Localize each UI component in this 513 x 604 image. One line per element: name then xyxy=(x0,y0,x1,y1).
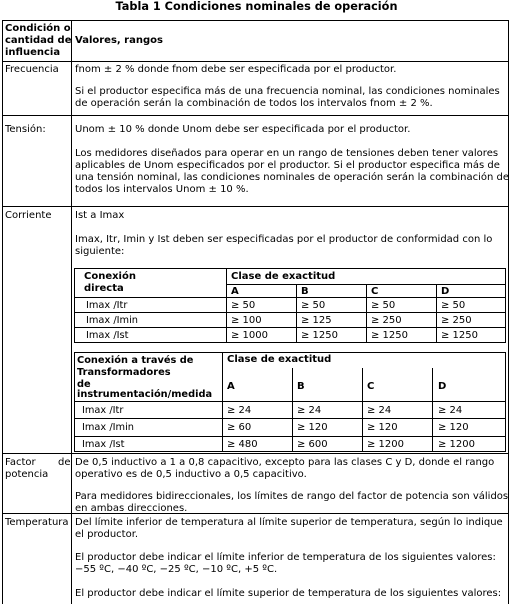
t1-row1-a: ≥ 50 xyxy=(231,300,256,311)
t1-divider-row1 xyxy=(74,312,506,313)
main-column-divider xyxy=(71,20,72,604)
t1-row3-label: Imax /Ist xyxy=(86,330,129,341)
row-divider-header xyxy=(2,61,509,62)
factor-line4: en ambas direcciones. xyxy=(75,503,188,514)
t1-col-divider-b xyxy=(296,284,297,343)
t2-class-a: A xyxy=(227,381,235,392)
t1-divider-row2 xyxy=(74,327,506,328)
temperatura-label: Temperatura xyxy=(5,517,69,528)
t2-border-left xyxy=(74,352,75,452)
tension-line2: Los medidores diseñados para operar en un rango de tensiones deben tener valores xyxy=(75,148,499,159)
t2-row2-a: ≥ 60 xyxy=(227,422,252,433)
t1-row2-label: Imax /Imin xyxy=(86,315,139,326)
row-divider-corriente xyxy=(2,453,509,454)
t1-class-c: C xyxy=(371,286,379,297)
tension-label: Tensión: xyxy=(5,124,46,135)
t2-divider-row2 xyxy=(74,436,506,437)
t2-col-divider-d xyxy=(432,368,433,452)
t2-row3-b: ≥ 600 xyxy=(297,439,328,450)
t2-divider-header xyxy=(74,401,506,402)
t2-row3-label: Imax /Ist xyxy=(82,439,125,450)
t1-row2-c: ≥ 250 xyxy=(371,315,402,326)
t1-class-d: D xyxy=(441,286,450,297)
t2-header-left-line1: Conexión a través de xyxy=(77,355,194,366)
main-border-left xyxy=(2,20,3,604)
t2-row1-c: ≥ 24 xyxy=(367,405,392,416)
t1-header-left-line2: directa xyxy=(84,283,124,294)
t2-col-divider-label xyxy=(222,352,223,452)
t2-border-right xyxy=(505,352,506,452)
factor-label-line2: potencia xyxy=(5,469,49,480)
header-col2: Valores, rangos xyxy=(75,35,163,46)
tension-line3: aplicables de Unom especificados por el productor. Si el productor especifica más de xyxy=(75,160,500,171)
t2-row1-b: ≥ 24 xyxy=(297,405,322,416)
tension-line4: una tensión nominal, las condiciones nominales de operación serán la combinación de xyxy=(75,172,510,183)
corriente-label: Corriente xyxy=(5,210,52,221)
t2-divider-row1 xyxy=(74,418,506,419)
t1-col-divider-d xyxy=(436,284,437,343)
t2-row2-c: ≥ 120 xyxy=(367,422,398,433)
t1-row1-d: ≥ 50 xyxy=(441,300,466,311)
t1-header-left-line1: Conexión xyxy=(84,271,136,282)
row-divider-tension xyxy=(2,206,509,207)
t2-row3-a: ≥ 480 xyxy=(227,439,258,450)
factor-line2: operativo es de 0,5 inductivo a 0,5 capacitivo. xyxy=(75,469,307,480)
tension-line5: todos los intervalos Unom ± 10 %. xyxy=(75,184,249,195)
frecuencia-label: Frecuencia xyxy=(5,64,59,75)
t1-row2-a: ≥ 100 xyxy=(231,315,262,326)
t1-row3-b: ≥ 1250 xyxy=(301,330,339,341)
corriente-line1: Ist a Imax xyxy=(75,210,125,221)
temperatura-line1: Del límite inferior de temperatura al límite superior de temperatura, según lo indique xyxy=(75,517,503,528)
t1-class-a: A xyxy=(231,286,239,297)
t1-col-divider-c xyxy=(366,284,367,343)
factor-label-line1: Factor xyxy=(5,457,36,468)
t2-header-right: Clase de exactitud xyxy=(227,354,332,365)
t2-class-b: B xyxy=(297,381,305,392)
t2-row2-label: Imax /Imin xyxy=(82,422,135,433)
temperatura-line3: El productor debe indicar el límite inferior de temperatura de los siguientes valores: xyxy=(75,552,496,563)
t2-col-divider-c xyxy=(362,368,363,452)
t1-border-left xyxy=(74,268,75,343)
tension-line1: Unom ± 10 % donde Unom debe ser especificada por el productor. xyxy=(75,124,411,135)
main-border-right xyxy=(508,20,509,604)
t1-col-divider-label xyxy=(226,268,227,343)
frecuencia-line1: fnom ± 2 % donde fnom debe ser especificada por el productor. xyxy=(75,64,397,75)
factor-line1: De 0,5 inductivo a 1 a 0,8 capacitivo, excepto para las clases C y D, donde el rango xyxy=(75,457,495,468)
t2-row1-label: Imax /Itr xyxy=(82,405,124,416)
main-border-top xyxy=(2,20,509,21)
t2-row2-d: ≥ 120 xyxy=(438,422,469,433)
t2-row1-d: ≥ 24 xyxy=(438,405,463,416)
t2-border-top xyxy=(74,352,506,353)
t1-class-b: B xyxy=(301,286,309,297)
t2-header-left-line3: de xyxy=(77,379,91,390)
temperatura-line5: El productor debe indicar el límite superior de temperatura de los siguientes valores: xyxy=(75,588,502,599)
t1-row3-c: ≥ 1250 xyxy=(371,330,409,341)
header-col1-line2: cantidad de xyxy=(5,35,72,46)
t1-row3-d: ≥ 1250 xyxy=(441,330,479,341)
t2-header-left-line2: Transformadores xyxy=(77,367,171,378)
t1-row1-label: Imax /Itr xyxy=(86,300,128,311)
t1-row1-c: ≥ 50 xyxy=(371,300,396,311)
t2-col-divider-b xyxy=(292,368,293,452)
t1-row1-b: ≥ 50 xyxy=(301,300,326,311)
row-divider-frecuencia xyxy=(2,115,509,116)
t2-class-c: C xyxy=(367,381,375,392)
temperatura-line2: el productor. xyxy=(75,529,139,540)
t1-border-bottom xyxy=(74,342,506,343)
factor-line3: Para medidores bidireccionales, los límites de rango del factor de potencia son válidos xyxy=(75,491,509,502)
header-col1-line3: influencia xyxy=(5,47,61,58)
t1-border-right xyxy=(505,268,506,343)
t1-border-top xyxy=(74,268,506,269)
t1-row2-d: ≥ 250 xyxy=(441,315,472,326)
t2-class-d: D xyxy=(438,381,447,392)
corriente-line3: siguiente: xyxy=(75,246,125,257)
corriente-line2: Imax, Itr, Imin y Ist deben ser especificadas por el productor de conformidad con lo xyxy=(75,234,493,245)
t1-row3-a: ≥ 1000 xyxy=(231,330,269,341)
frecuencia-line2: Si el productor especifica más de una frecuencia nominal, las condiciones nominales xyxy=(75,86,500,97)
t2-row3-c: ≥ 1200 xyxy=(367,439,405,450)
t2-row3-d: ≥ 1200 xyxy=(438,439,476,450)
t1-header-right: Clase de exactitud xyxy=(231,271,336,282)
table-title: Tabla 1 Condiciones nominales de operación xyxy=(115,0,398,13)
factor-label-de: de xyxy=(58,457,71,468)
t1-row2-b: ≥ 125 xyxy=(301,315,332,326)
frecuencia-line3: de operación serán la combinación de todos los intervalos fnom ± 2 %. xyxy=(75,98,433,109)
header-col1-line1: Condición o xyxy=(5,23,71,34)
t2-border-bottom xyxy=(74,451,506,452)
temperatura-line4: −55 ºC, −40 ºC, −25 ºC, −10 ºC, +5 ºC. xyxy=(75,564,278,575)
t2-header-left-line4: instrumentación/medida xyxy=(77,389,213,400)
t2-row2-b: ≥ 120 xyxy=(297,422,328,433)
t2-row1-a: ≥ 24 xyxy=(227,405,252,416)
